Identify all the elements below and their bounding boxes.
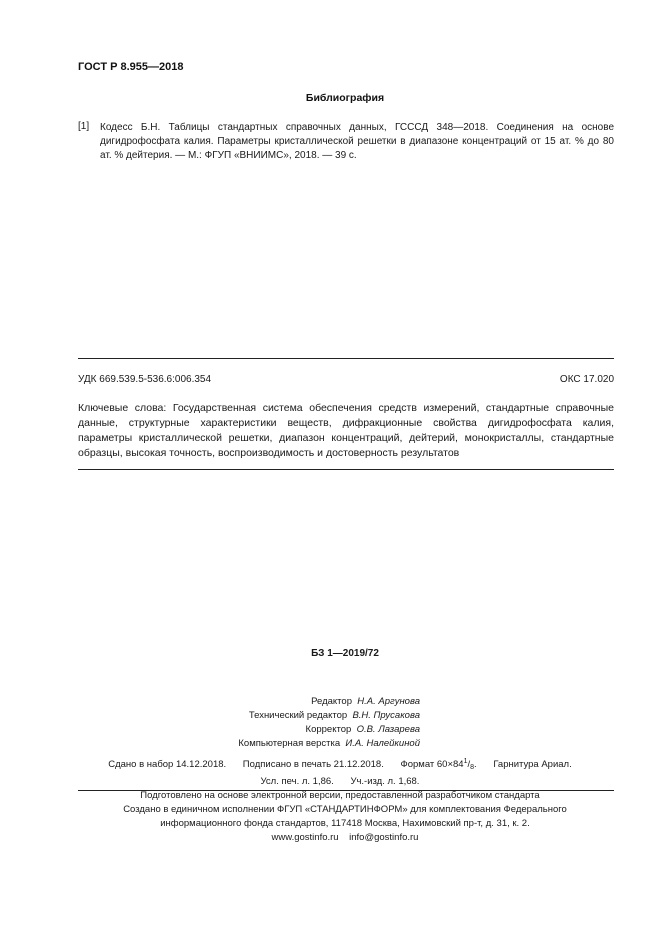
editor-role: Компьютерная верстка — [238, 738, 341, 749]
editor-name: Н.А. Аргунова — [357, 696, 420, 707]
keywords-paragraph: Ключевые слова: Государственная система обеспечения средств измерений, стандартные справочные данные, структурные характеристики веществ, дифракционные свойства дигидрофосфата калия, параметры кристаллической решетки, диапазон концентраций, дейтерий, монокристаллы, стандартные образцы, высокая точность, воспроизводимость и достоверность результатов — [78, 402, 614, 459]
editor-row — [180, 709, 420, 723]
paper-format: Формат $60\times 84^1/_8$. — [400, 758, 477, 771]
print-info-row — [90, 755, 590, 775]
divider-bottom — [78, 469, 614, 470]
print-sheets: Усл. печ. л. 1,86. — [260, 776, 334, 787]
divider-top — [78, 358, 614, 359]
bibliography-item-text: Кодесс Б.Н. Таблицы стандартных справочных данных, ГСССД 348—2018. Соединения на основе дигидрофосфата калия. Параметры кристаллической решетки в диапазоне концентраций от 15 ат. % до 80 ат. % дейтерия. — М.: ФГУП «ВНИИМС», 2018. — 39 с. — [100, 122, 614, 161]
publisher-sheets: Уч.-изд. л. 1,68. — [350, 776, 420, 787]
editor-name: И.А. Налейкиной — [345, 738, 420, 749]
print-info-block — [90, 755, 590, 803]
created-line: Создано в единичном исполнении ФГУП «СТАНДАРТИНФОРМ» для комплектования Федерального — [123, 804, 567, 815]
sent-date: Сдано в набор 14.12.2018. — [108, 759, 227, 770]
bibliography-title: Библиография — [305, 92, 385, 104]
editor-row — [180, 737, 420, 751]
editor-role: Технический редактор — [248, 710, 348, 721]
editor-role: Редактор — [311, 696, 352, 707]
contacts-line — [90, 831, 600, 845]
signed-date: Подписано в печать 21.12.2018. — [242, 759, 384, 770]
editors-block — [180, 695, 420, 751]
bibliography-item-number: [1] — [78, 121, 90, 132]
email-link[interactable]: info@gostinfo.ru — [349, 832, 419, 843]
print-info-row — [90, 775, 590, 789]
website-link[interactable]: www.gostinfo.ru — [271, 832, 339, 843]
created-block — [90, 803, 600, 845]
created-line: информационного фонда стандартов, 117418 Москва, Нахимовский пр-т, д. 31, к. 2. — [160, 818, 530, 829]
classification-row — [78, 374, 614, 385]
editor-name: О.В. Лазарева — [356, 724, 420, 735]
oks-code: ОКС 17.020 — [559, 374, 614, 385]
document-header: ГОСТ Р 8.955—2018 — [78, 61, 184, 73]
font-info: Гарнитура Ариал. — [493, 759, 572, 770]
editor-role: Корректор — [305, 724, 352, 735]
editor-row — [180, 695, 420, 709]
bz-number: БЗ 1—2019/72 — [311, 648, 379, 659]
bibliography-item — [78, 121, 614, 163]
editor-name: В.Н. Прусакова — [352, 710, 420, 721]
divider-colophon — [78, 790, 614, 791]
editor-row — [180, 723, 420, 737]
prepared-note: Подготовлено на основе электронной версии, предоставленной разработчиком стандарта — [140, 790, 540, 801]
udk-code: УДК 669.539.5-536.6:006.354 — [78, 374, 212, 385]
